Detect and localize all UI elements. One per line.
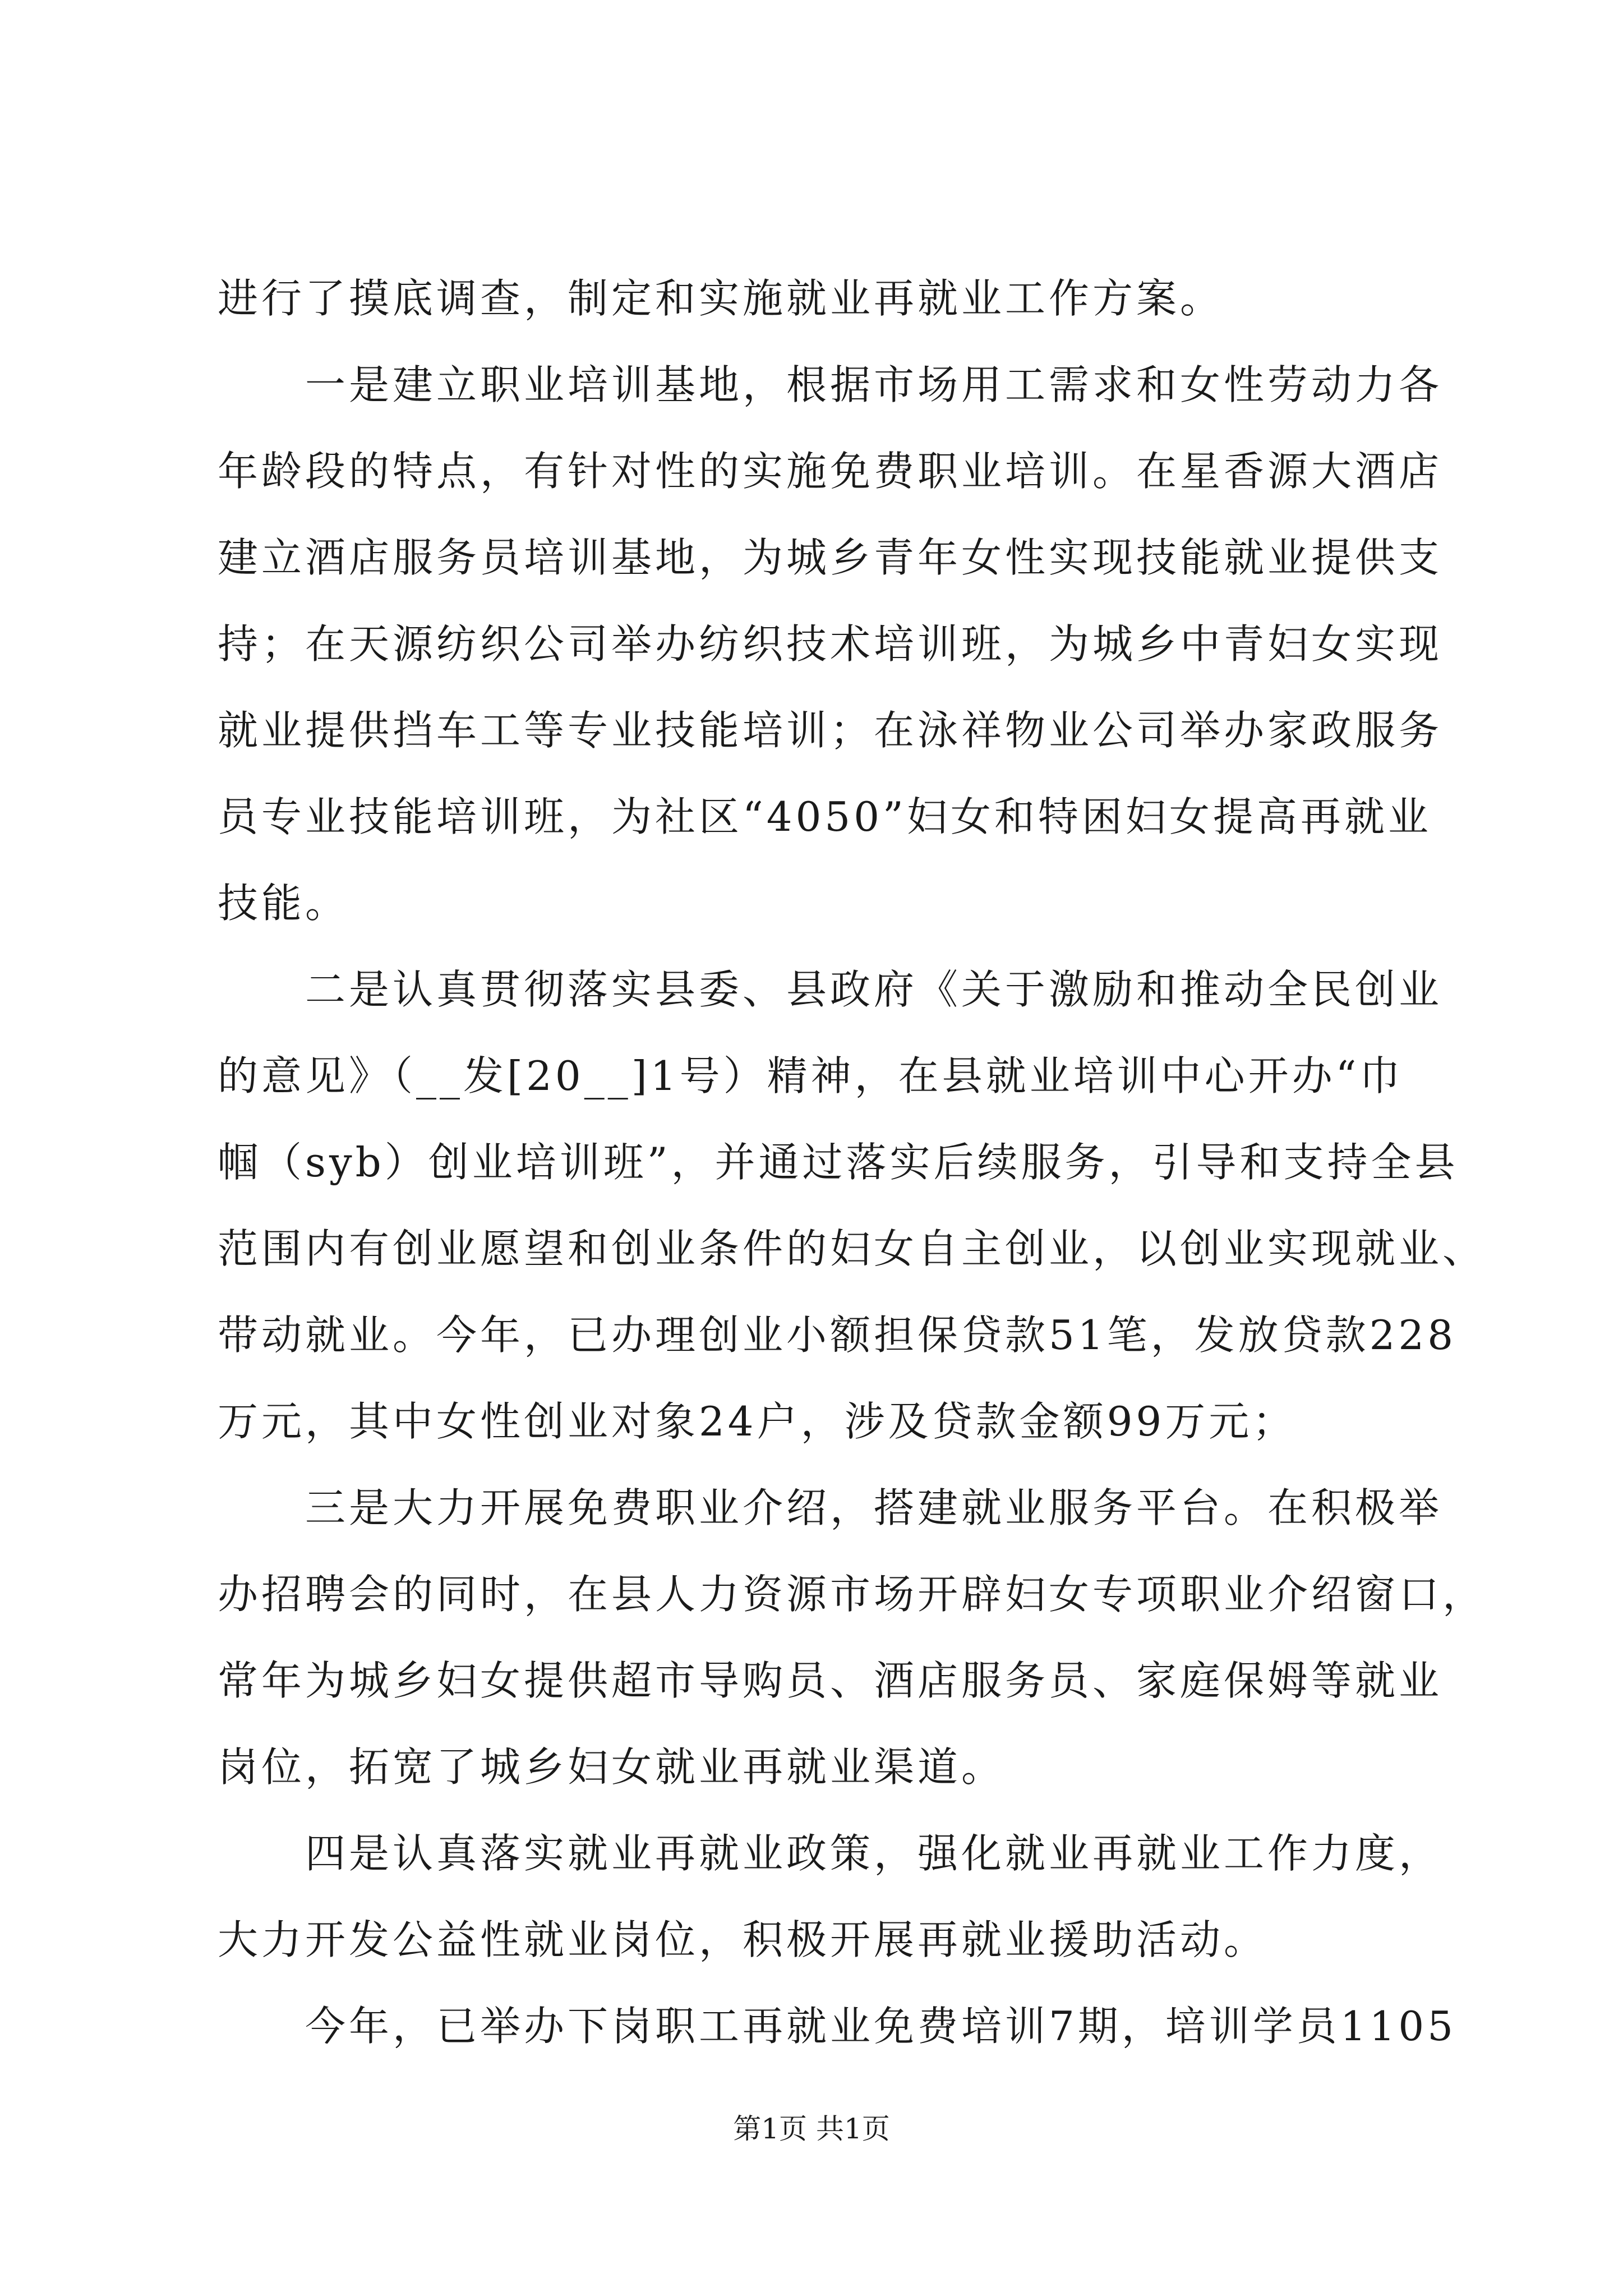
text-line: 就业提供挡车工等专业技能培训；在泳祥物业公司举办家政服务 [218,707,1443,754]
text-line: 万元，其中女性创业对象24户，涉及贷款金额99万元； [218,1398,1297,1445]
text-line: 持；在天源纺织公司举办纺织技术培训班，为城乡中青妇女实现 [218,620,1443,668]
text-line: 常年为城乡妇女提供超市导购员、酒店服务员、家庭保姆等就业 [218,1657,1443,1704]
text-line: 大力开发公益性就业岗位，积极开展再就业援助活动。 [218,1916,1268,1963]
text-line: 一是建立职业培训基地，根据市场用工需求和女性劳动力各 [218,361,1443,408]
text-line: 年龄段的特点，有针对性的实施免费职业培训。在星香源大酒店 [218,448,1443,495]
text-line: 办招聘会的同时，在县人力资源市场开辟妇女专项职业介绍窗口， [218,1571,1487,1618]
text-line: 的意见》（__发[20__]1号）精神，在县就业培训中心开办“巾 [218,1052,1404,1099]
text-line: 帼（syb）创业培训班”，并通过落实后续服务，引导和支持全县 [218,1139,1459,1186]
text-line: 岗位，拓宽了城乡妇女就业再就业渠道。 [218,1743,1006,1791]
text-line: 技能。 [218,880,349,927]
text-line: 今年，已举办下岗职工再就业免费培训7期，培训学员1105 [218,2003,1457,2050]
document-body [218,255,1487,2069]
page-footer [0,2109,1623,2148]
page-number: 第1页 共1页 [733,2113,890,2145]
text-line: 四是认真落实就业再就业政策，强化就业再就业工作力度， [218,1830,1443,1877]
text-line: 带动就业。今年，已办理创业小额担保贷款51笔，发放贷款228 [218,1312,1457,1359]
text-line: 三是大力开展免费职业介绍，搭建就业服务平台。在积极举 [218,1484,1443,1531]
text-line: 范围内有创业愿望和创业条件的妇女自主创业，以创业实现就业、 [218,1225,1487,1272]
text-line: 建立酒店服务员培训基地，为城乡青年女性实现技能就业提供支 [218,534,1443,581]
text-line: 员专业技能培训班，为社区“4050”妇女和特困妇女提高再就业 [218,793,1432,840]
text-line: 进行了摸底调查，制定和实施就业再就业工作方案。 [218,275,1224,322]
text-line: 二是认真贯彻落实县委、县政府《关于激励和推动全民创业 [218,966,1443,1013]
